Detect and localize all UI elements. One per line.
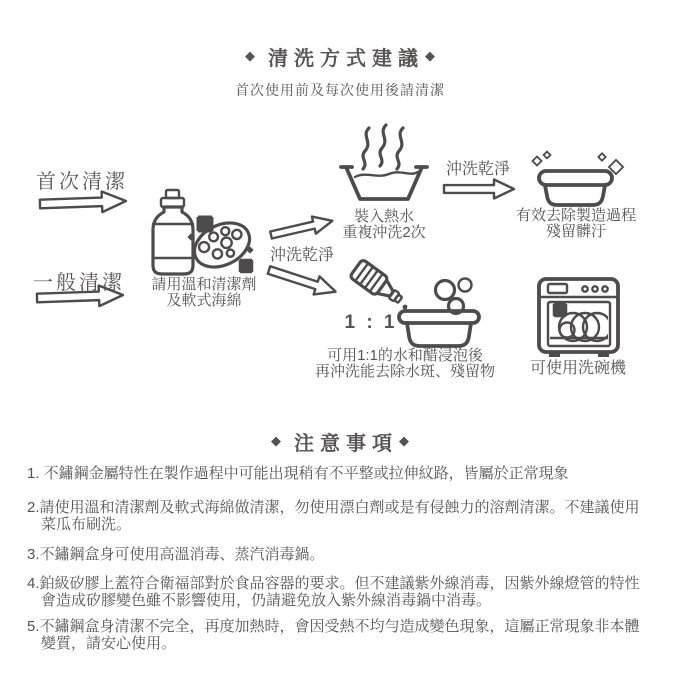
general-clean-label: 一般清潔 bbox=[33, 272, 125, 294]
notes-section-header bbox=[0, 427, 680, 456]
dishwasher-caption: 可使用洗碗機 bbox=[529, 360, 626, 377]
sparkle-icon bbox=[544, 152, 551, 159]
vinegar-caption: 可用1:1的水和醋浸泡後 再沖洗能去除水斑、殘留物 bbox=[314, 347, 495, 380]
result-caption: 有效去除製造過程 殘留髒汙 bbox=[515, 207, 636, 240]
wash-section-subtitle: 首次使用前及每次使用後請清潔 bbox=[235, 82, 445, 98]
sparkle-icon bbox=[532, 156, 541, 165]
sparkle-icon bbox=[554, 304, 566, 316]
notes-list bbox=[27, 465, 659, 665]
vinegar-ratio-label: 1 : 1 bbox=[344, 312, 398, 333]
steaming-hot-water-basin-icon bbox=[341, 125, 427, 199]
note-item-4: 4.鉑級矽膠上蓋符合衛福部對於食品容器的要求。但不建議紫外線消毒，因紫外線燈管的特性 會造成矽膠變色雖不影響使用，仍請避免放入紫外線消毒鍋中消毒。 bbox=[27, 575, 640, 609]
detergent-bottle-icon bbox=[153, 190, 193, 274]
sparkle-icon bbox=[598, 153, 605, 160]
dishwasher-icon bbox=[539, 279, 618, 357]
bubbles-icon bbox=[436, 279, 472, 314]
rinse-label-top: 沖洗乾淨 bbox=[445, 161, 510, 178]
hot-water-caption: 裝入熱水 重複沖洗2次 bbox=[342, 208, 426, 241]
note-item-1: 1. 不鏽鋼金屬特性在製作過程中可能出現稍有不平整或拉伸紋路，皆屬於正常現象 bbox=[27, 465, 569, 482]
drop-icon bbox=[403, 305, 408, 310]
rinse-arrow-icon bbox=[444, 180, 514, 199]
clean-container-icon bbox=[532, 152, 623, 205]
rinse-label-middle: 沖洗乾淨 bbox=[269, 247, 334, 264]
first-clean-label: 首次清潔 bbox=[36, 171, 128, 193]
note-item-2: 2.請使用溫和清潔劑及軟式海綿做清潔，勿使用漂白劑或是有侵蝕力的溶劑清潔。不建議使用 菜瓜布刷洗。 bbox=[27, 499, 640, 533]
sparkle-icon bbox=[240, 260, 252, 272]
diamond-icon: ◆ bbox=[271, 433, 281, 448]
detergent-caption: 請用溫和清潔劑 及軟式海綿 bbox=[151, 276, 257, 309]
soaking-basin-icon bbox=[399, 311, 479, 346]
first-clean-right-arrow-icon bbox=[40, 191, 127, 215]
sponge-icon bbox=[187, 214, 257, 275]
wash-section-title: 清洗方式建議 bbox=[268, 48, 424, 70]
notes-section-title: 注意事項 bbox=[294, 433, 398, 455]
diamond-icon: ◆ bbox=[245, 48, 255, 63]
note-item-5: 5.不鏽鋼盒身清潔不完全，再度加熱時，會因受熱不均勻造成變色現象，這屬正常現象非本體 變質，請安心使用。 bbox=[27, 618, 640, 652]
diamond-icon: ◆ bbox=[425, 48, 435, 63]
sparkle-icon bbox=[198, 217, 212, 231]
diamond-icon: ◆ bbox=[399, 433, 409, 448]
vinegar-bottle-icon bbox=[350, 259, 408, 309]
note-item-3: 3.不鏽鋼盒身可使用高溫消毒、蒸汽消毒鍋。 bbox=[27, 546, 325, 563]
